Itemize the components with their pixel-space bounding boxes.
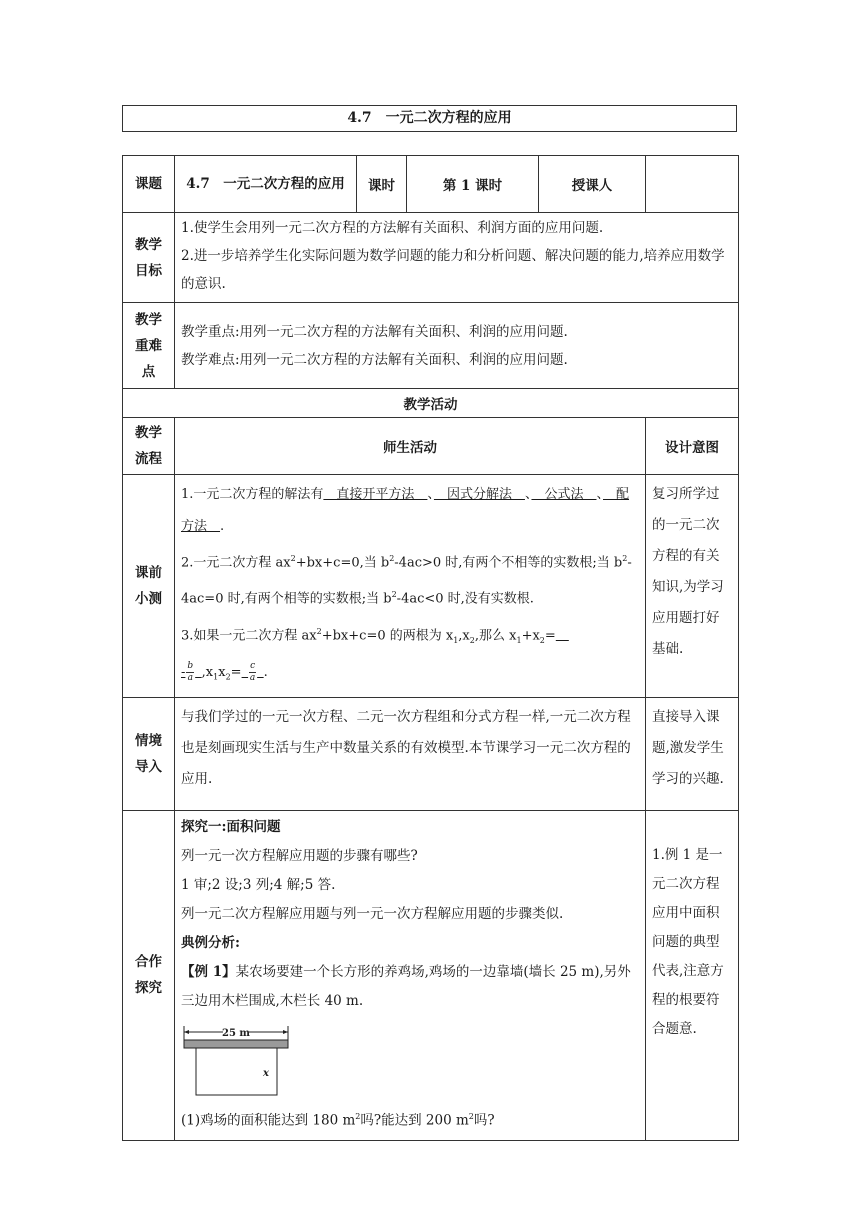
quiz-q3-text: ,那么 x [474,627,517,643]
explore-line-2: 1 审;2 设;3 列;4 解;5 答. [181,877,336,894]
fraction-numerator: b [187,660,194,671]
goals-label: 教学目标 [123,213,175,303]
quiz-answer-2: 因式分解法 [433,487,525,502]
fraction-b-over-a [186,661,194,684]
quiz-q1-text: 1.一元二次方程的解法有 [181,487,324,502]
product-answer [242,660,264,683]
quiz-q3-text: +bx+c=0 的两根为 x [321,627,454,643]
topic-label: 课题 [123,156,175,213]
quiz-q3-text: ,x [201,664,214,680]
quiz-answer-3: 公式法 [531,487,597,502]
period-value: 第 1 课时 [407,156,539,213]
activity-header: 师生活动 [175,418,646,475]
example-text: 某农场要建一个长方形的养鸡场,鸡场的一边靠墙(墙长 25 m),另外三边用木栏围成,木栏长 40 m. [181,964,631,1010]
blank [556,628,569,643]
activities-heading-row [123,389,739,418]
explore-row [123,811,739,1141]
subscript: 2 [469,635,475,645]
teacher-value [646,156,739,213]
quiz-row [123,475,739,698]
keypoints-label: 教学重难点 [123,303,175,389]
fraction-denominator: a [187,672,193,683]
quiz-q2-text: +bx+c=0,当 b [295,555,390,571]
quiz-q2-text: 2.一元二次方程 ax [181,555,291,571]
quiz-content [175,475,646,698]
side-variable-label: x [263,1068,269,1080]
goals-row [123,213,739,303]
columns-row [123,418,739,475]
wall-length-label: 25 m [222,1028,250,1040]
quiz-q3-text: = [544,627,556,643]
chicken-farm-diagram [183,1022,293,1098]
separator: 、 [524,487,532,502]
explore-line-1: 列一元一次方程解应用题的步骤有哪些? [181,848,418,865]
separator: 、 [427,487,434,502]
example-tag: 【例 1】 [181,964,236,981]
example-heading: 典例分析: [181,935,240,952]
header-row [123,156,739,213]
example-1 [181,958,639,1016]
quiz-q2-text: -4ac>0 时,有两个不相等的实数根;当 b [394,555,623,571]
lesson-plan-table [122,155,739,1141]
activities-heading: 教学活动 [123,389,739,418]
wall [184,1040,288,1048]
quiz-intent: 复习所学过的一元二次方程的有关知识,为学习应用题打好基础. [646,475,739,698]
period: . [220,519,225,534]
fraction-numerator: c [250,660,256,671]
quiz-q3-text: = [230,664,242,680]
exponent: 2 [468,1112,474,1122]
question-text: (1)鸡场的面积能达到 180 m [181,1112,356,1129]
teacher-label: 授课人 [539,156,646,213]
exponent: 2 [290,554,296,563]
goal-2: 2.进一步培养学生化实际问题为数学问题的能力和分析问题、解决问题的能力,培养应用数学的意识. [181,248,725,292]
document-title: 4.7 一元二次方程的应用 [122,105,737,132]
explore-heading: 探究一:面积问题 [181,819,281,836]
intro-row [123,698,739,811]
period-label: 课时 [357,156,407,213]
topic-value: 4.7 一元二次方程的应用 [175,156,357,213]
quiz-q3-text: +x [521,627,540,643]
fraction-denominator: a [249,672,256,683]
exponent: 2 [355,1112,361,1122]
goal-1: 1.使学生会用列一元二次方程的方法解有关面积、利润方面的应用问题. [181,220,604,236]
key-point: 教学重点:用列一元二次方程的方法解有关面积、利润的应用问题. [181,323,568,340]
explore-content [175,811,646,1141]
intent-header: 设计意图 [646,418,739,475]
subscript: 2 [225,672,231,682]
question-text: 吗? [473,1112,495,1129]
difficult-point: 教学难点:用列一元二次方程的方法解有关面积、利润的应用问题. [181,351,568,368]
process-header: 教学流程 [123,418,175,475]
intro-content: 与我们学过的一元一次方程、二元一次方程组和分式方程一样,一元二次方程也是刻画现实生活与生产中数量关系的有效模型.本节课学习一元二次方程的应用. [175,698,646,811]
arrow-left [184,1030,189,1034]
quiz-q2-text: -4ac<0 时,没有实数根. [396,591,534,607]
minus-sign: - [181,664,186,680]
keypoints-row [123,303,739,389]
quiz-q2-text: -4ac=0 时,有两个相等的实数根;当 b [181,555,632,607]
explore-label: 合作探究 [123,811,175,1141]
intro-label: 情境导入 [123,698,175,811]
question-text: 吗?能达到 200 m [360,1112,469,1129]
separator: 、 [596,487,603,502]
quiz-answer-1: 直接开平方法 [323,487,428,502]
subscript: 1 [453,635,459,645]
subscript: 1 [213,672,219,682]
quiz-label: 课前小测 [123,475,175,698]
intro-intent: 直接导入课题,激发学生学习的兴趣. [646,698,739,811]
quiz-q3-text: 3.如果一元二次方程 ax [181,627,317,643]
explore-line-3: 列一元二次方程解应用题与列一元一次方程解应用题的步骤类似. [181,906,564,923]
goals-content [175,213,739,303]
fraction-c-over-a [249,661,256,684]
quiz-answer-4: 配方法 [181,487,630,534]
exponent: 2 [316,626,322,636]
subscript: 1 [516,635,522,645]
period: . [263,664,268,680]
explore-intent: 1.例 1 是一元二次方程应用中面积问题的典型代表,注意方程的根要符合题意. [646,811,739,1141]
sum-answer [181,660,202,683]
exponent: 2 [389,554,395,563]
exponent: 2 [622,554,628,563]
arrow-right [283,1030,288,1034]
exponent: 2 [391,590,397,600]
quiz-q3-text: ,x [458,627,470,643]
keypoints-content [175,303,739,389]
quiz-q3-text: x [218,664,226,680]
subscript: 2 [539,635,545,645]
example-question-1 [181,1102,639,1136]
